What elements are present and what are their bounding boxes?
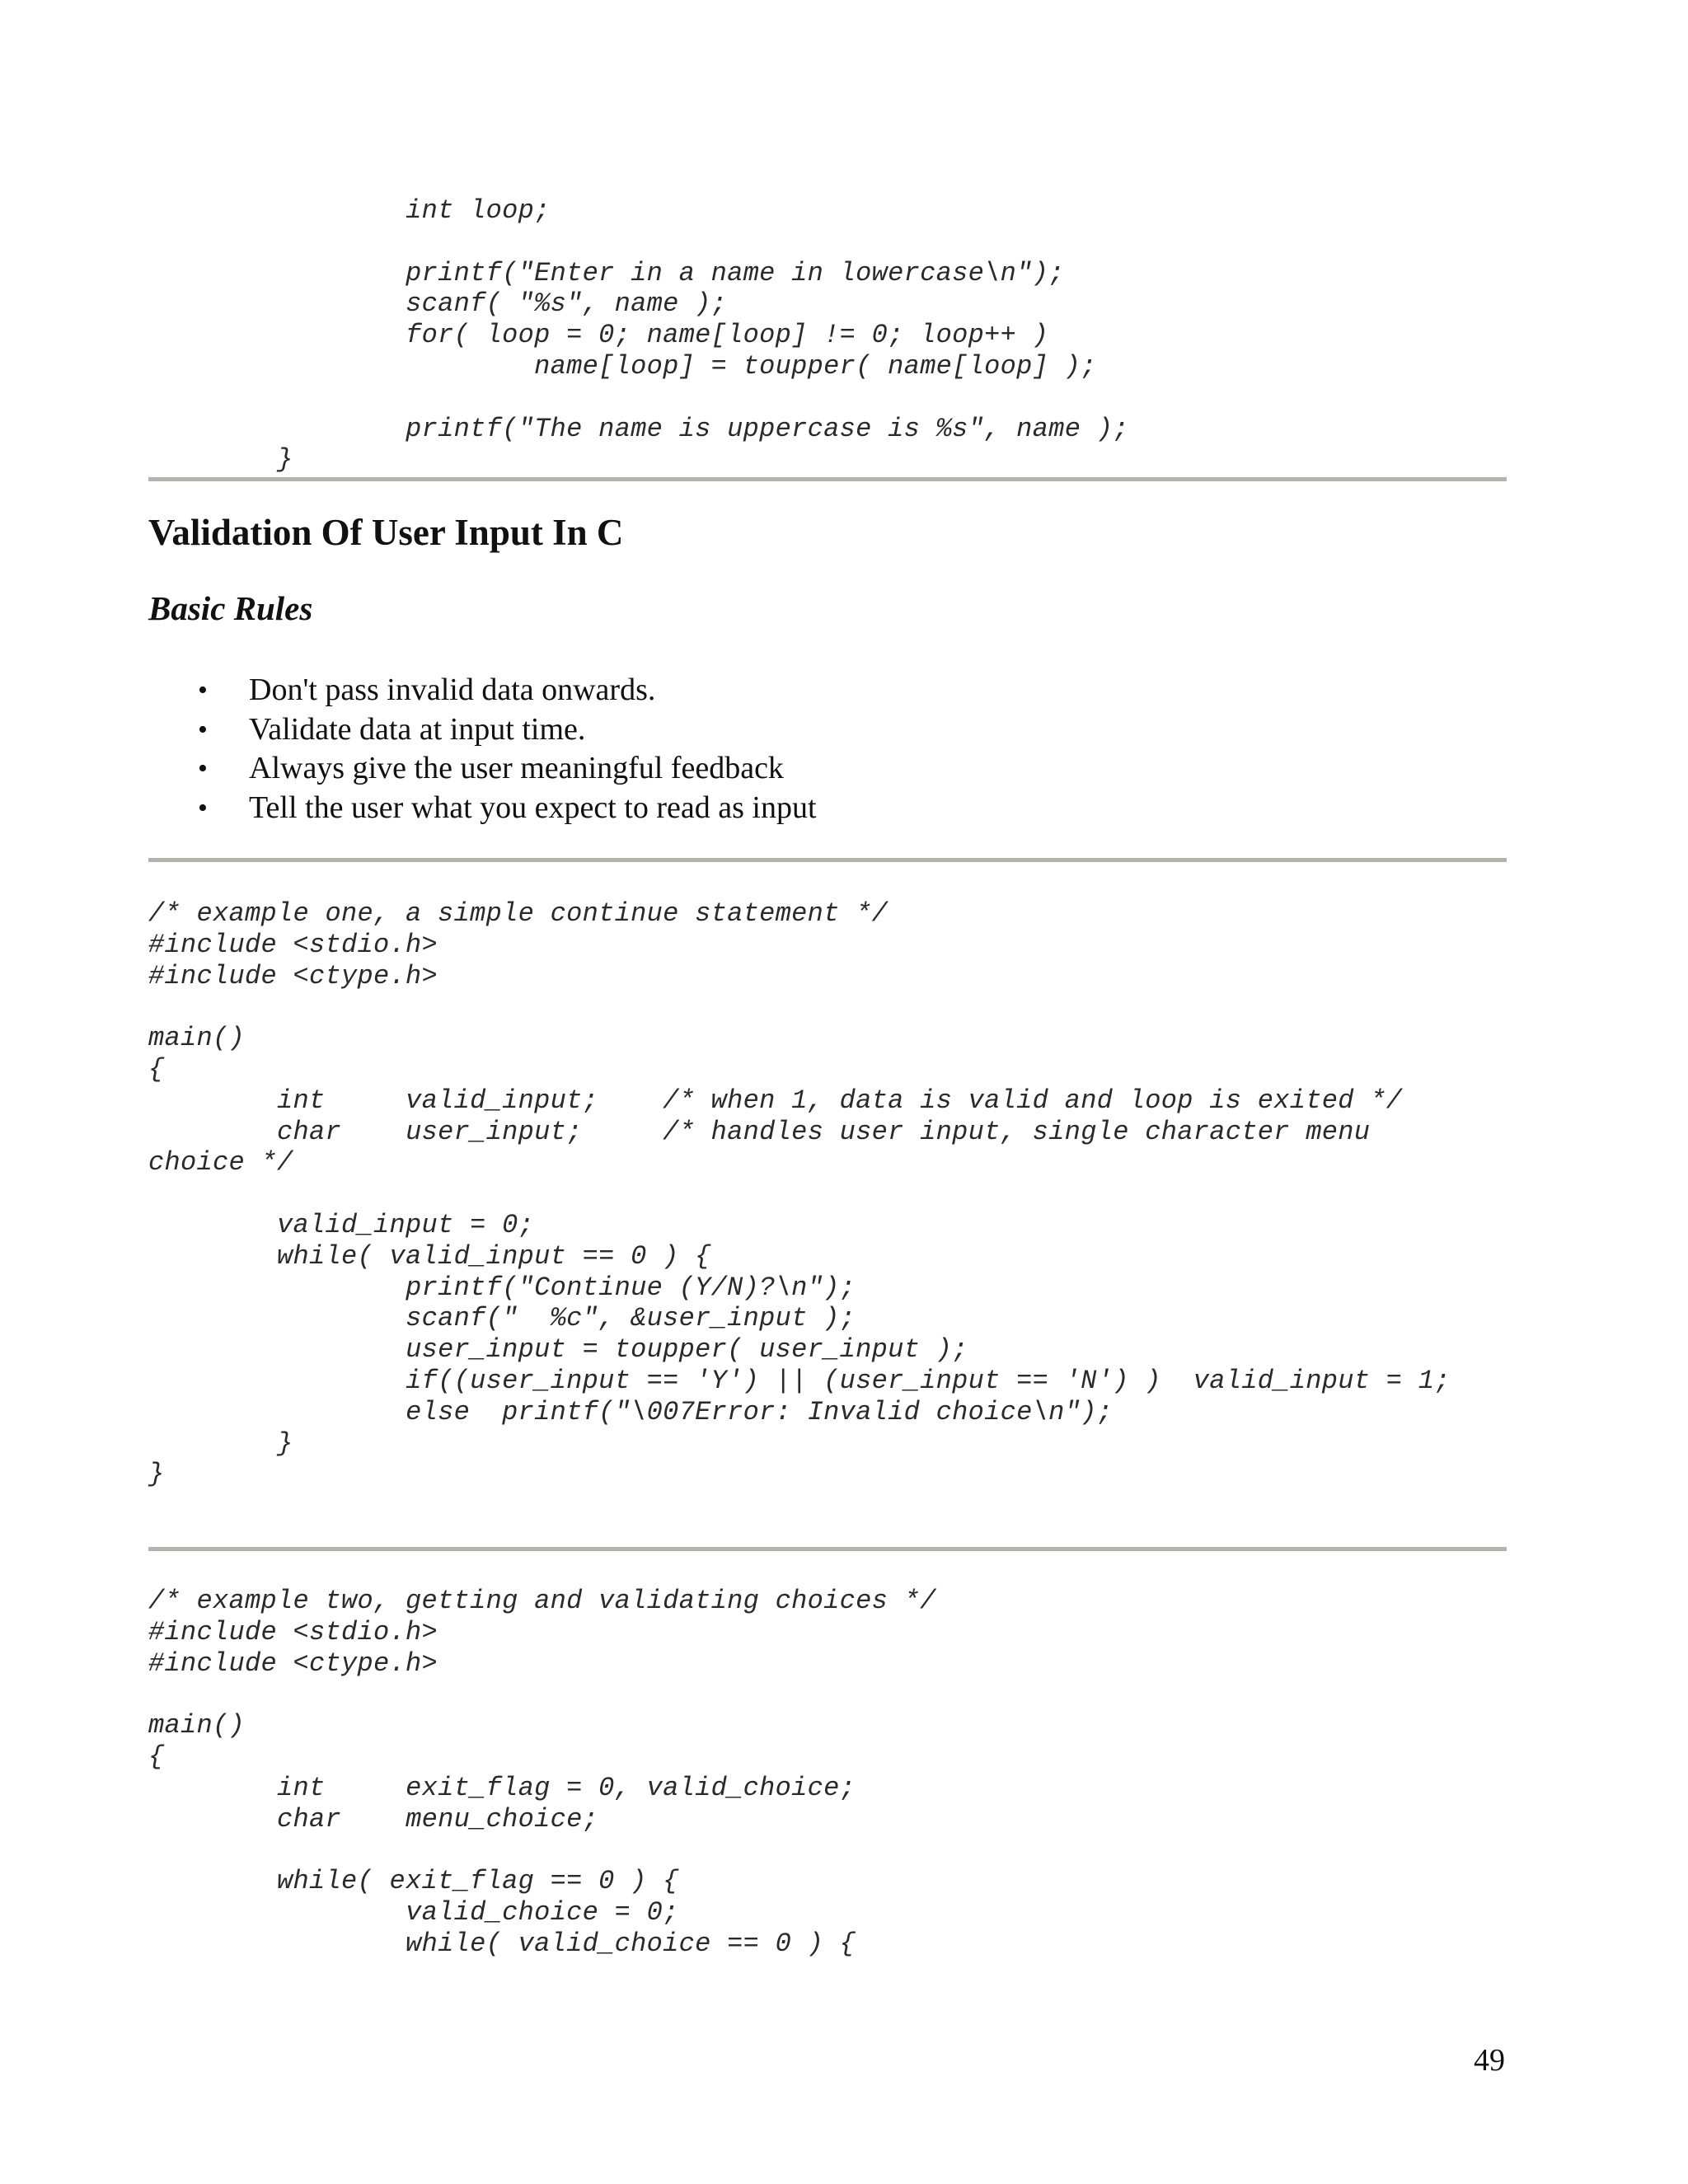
code-line: } bbox=[148, 1459, 165, 1490]
code-block-top bbox=[148, 195, 1129, 476]
code-line: } bbox=[148, 1427, 293, 1459]
code-line: /* example one, a simple continue statement */ bbox=[148, 898, 889, 929]
bullet-icon: • bbox=[198, 792, 208, 823]
code-line: user_input = toupper( user_input ); bbox=[148, 1334, 968, 1366]
section-subtitle: Basic Rules bbox=[148, 589, 313, 627]
code-line: char user_input; /* handles user input, single character menu bbox=[148, 1116, 1371, 1147]
code-line: int valid_input; /* when 1, data is valid and loop is exited */ bbox=[148, 1085, 1403, 1116]
code-line: { bbox=[148, 1053, 165, 1085]
code-line: printf("The name is uppercase is %s", name ); bbox=[148, 413, 1129, 444]
list-item: • Don't pass invalid data onwards. bbox=[198, 671, 817, 710]
horizontal-rule bbox=[148, 477, 1507, 481]
code-line: } bbox=[148, 444, 293, 476]
code-line: if((user_input == 'Y') || (user_input == 'N') ) valid_input = 1; bbox=[148, 1365, 1451, 1396]
horizontal-rule bbox=[148, 858, 1507, 862]
code-line: #include <stdio.h> bbox=[148, 929, 438, 960]
bullet-icon: • bbox=[198, 675, 208, 705]
bullet-icon: • bbox=[198, 714, 208, 745]
code-block-example-two bbox=[148, 1586, 936, 1960]
code-line: valid_input = 0; bbox=[148, 1209, 535, 1240]
code-line: main() bbox=[148, 1023, 246, 1054]
list-item: • Validate data at input time. bbox=[198, 710, 817, 750]
rules-list bbox=[198, 671, 817, 827]
code-line: while( valid_input == 0 ) { bbox=[148, 1240, 711, 1272]
code-block-example-one bbox=[148, 898, 1451, 1490]
code-line: { bbox=[148, 1741, 165, 1772]
code-line: #include <stdio.h> bbox=[148, 1616, 438, 1647]
code-line: int loop; bbox=[148, 195, 551, 226]
list-item: • Tell the user what you expect to read as input bbox=[198, 789, 817, 828]
code-line: int exit_flag = 0, valid_choice; bbox=[148, 1772, 856, 1803]
code-line: choice */ bbox=[148, 1147, 293, 1179]
code-line: printf("Enter in a name in lowercase\n"); bbox=[148, 257, 1065, 288]
code-line: scanf( "%s", name ); bbox=[148, 288, 728, 320]
horizontal-rule bbox=[148, 1547, 1507, 1551]
code-line: scanf(" %c", &user_input ); bbox=[148, 1303, 856, 1334]
code-line: main() bbox=[148, 1710, 246, 1741]
code-line: name[loop] = toupper( name[loop] ); bbox=[148, 350, 1097, 382]
code-line: while( valid_choice == 0 ) { bbox=[148, 1928, 856, 1959]
code-line: while( exit_flag == 0 ) { bbox=[148, 1866, 679, 1897]
code-line: else printf("\007Error: Invalid choice\n"); bbox=[148, 1396, 1114, 1427]
bullet-icon: • bbox=[198, 753, 208, 784]
code-line: for( loop = 0; name[loop] != 0; loop++ ) bbox=[148, 320, 1049, 351]
code-line: #include <ctype.h> bbox=[148, 960, 438, 991]
code-line: printf("Continue (Y/N)?\n"); bbox=[148, 1272, 856, 1303]
list-item: • Always give the user meaningful feedback bbox=[198, 749, 817, 789]
page-number: 49 bbox=[1474, 2043, 1505, 2078]
code-line: #include <ctype.h> bbox=[148, 1647, 438, 1679]
section-title: Validation Of User Input In C bbox=[148, 512, 624, 553]
code-line: /* example two, getting and validating choices */ bbox=[148, 1586, 936, 1616]
code-line: valid_choice = 0; bbox=[148, 1896, 679, 1928]
code-line: char menu_choice; bbox=[148, 1803, 599, 1835]
